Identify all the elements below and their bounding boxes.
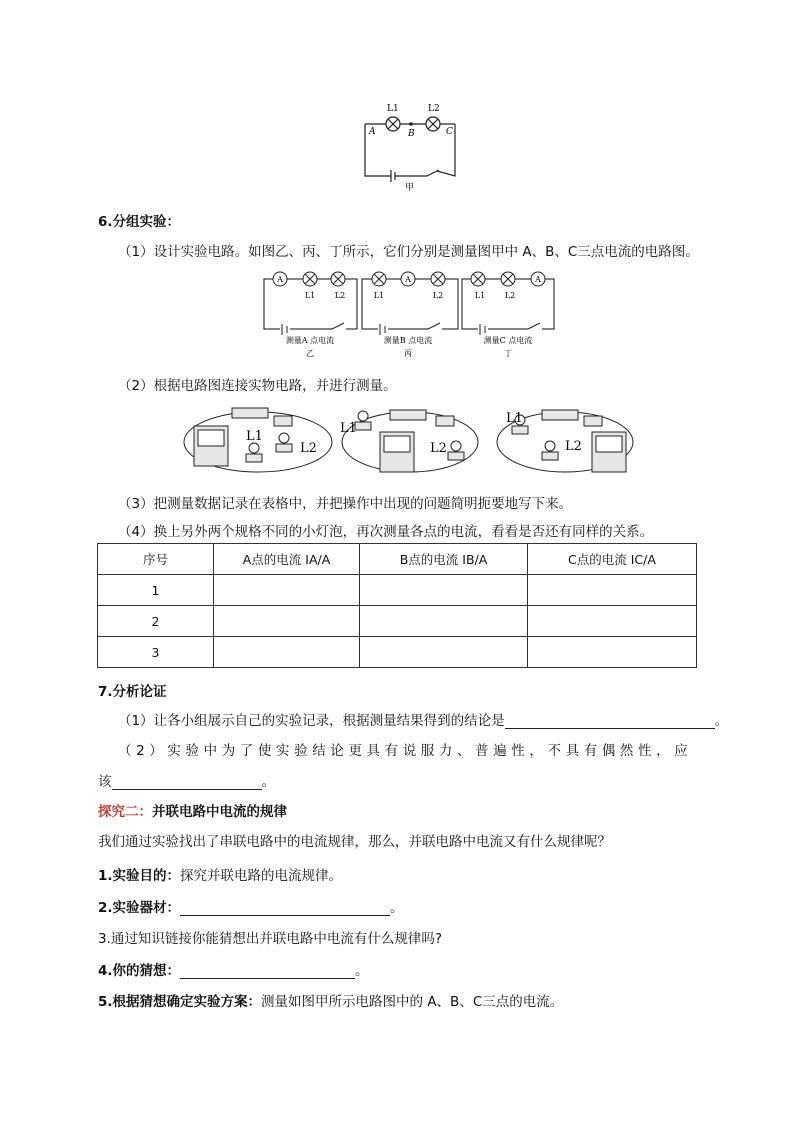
cell-ia[interactable] bbox=[214, 575, 360, 606]
measurement-table bbox=[97, 543, 697, 668]
section-7-item-2 bbox=[118, 739, 692, 759]
section-7-item-2-cont-text: 该 bbox=[98, 774, 112, 790]
guess-blank[interactable] bbox=[180, 964, 355, 979]
row-index: 1 bbox=[98, 575, 214, 606]
table-row bbox=[98, 637, 697, 668]
explore-2-title: 并联电路中电流的规律 bbox=[152, 804, 287, 820]
table-row bbox=[98, 575, 697, 606]
bing-caption: 测量B 点电流 bbox=[383, 336, 433, 345]
cell-ic[interactable] bbox=[528, 637, 697, 668]
cell-ic[interactable] bbox=[528, 575, 697, 606]
ammeter-bing: A bbox=[405, 275, 411, 284]
section-6-item-4: （4）换上另外两个规格不同的小灯泡，再次测量各点的电流，看看是否还有同样的关系。 bbox=[118, 524, 654, 540]
section-7-item-1-text: （1）让各小组展示自己的实验记录，根据测量结果得到的结论是 bbox=[118, 713, 505, 729]
header-index: 序号 bbox=[98, 544, 214, 575]
bing-l1: L1 bbox=[373, 291, 385, 300]
explore-2-question: 3.通过知识链接你能猜想出并联电路中电流有什么规律吗? bbox=[98, 931, 443, 947]
section-7-title: 7.分析论证 bbox=[98, 684, 167, 700]
illus1-l2: L2 bbox=[300, 441, 317, 456]
suggestion-blank[interactable] bbox=[112, 775, 262, 790]
illus1-l1: L1 bbox=[246, 429, 263, 444]
conclusion-blank[interactable] bbox=[505, 714, 715, 729]
cell-ib[interactable] bbox=[360, 606, 528, 637]
explore-2-purpose bbox=[98, 864, 342, 884]
explore-2-heading bbox=[98, 800, 287, 820]
explore-2-label: 探究二： bbox=[98, 804, 152, 820]
cell-ib[interactable] bbox=[360, 637, 528, 668]
illus3-l2: L2 bbox=[565, 439, 582, 454]
table-row bbox=[98, 606, 697, 637]
yi-l2: L2 bbox=[334, 291, 346, 300]
bing-label: 丙 bbox=[404, 349, 412, 358]
bing-l2: L2 bbox=[432, 291, 444, 300]
ammeter-yi: A bbox=[277, 275, 283, 284]
yi-label: 乙 bbox=[306, 349, 314, 358]
point-c-label: C bbox=[446, 127, 453, 137]
plan-text: 测量如图甲所示电路图中的 A、B、C三点的电流。 bbox=[261, 994, 564, 1010]
ammeter-ding: A bbox=[535, 275, 541, 284]
cell-ia[interactable] bbox=[214, 637, 360, 668]
cell-ib[interactable] bbox=[360, 575, 528, 606]
lamp-l2-label: L2 bbox=[428, 104, 440, 114]
ding-l2: L2 bbox=[504, 291, 516, 300]
guess-end: 。 bbox=[355, 963, 369, 979]
equipment-label: 2.实验器材： bbox=[98, 900, 181, 916]
header-ia: A点的电流 IA/A bbox=[214, 544, 360, 575]
yi-l1: L1 bbox=[304, 291, 316, 300]
figure-jia-caption: 甲 bbox=[405, 183, 415, 193]
explore-2-intro: 我们通过实验找出了串联电路中的电流规律，那么，并联电路中电流又有什么规律呢？ bbox=[98, 834, 611, 850]
equipment-blank[interactable] bbox=[180, 901, 390, 916]
section-7-item-2-cont bbox=[98, 770, 275, 790]
illus2-l1: L1 bbox=[340, 421, 357, 436]
section-7-item-2-end: 。 bbox=[261, 774, 275, 790]
explore-2-equipment bbox=[98, 896, 404, 916]
table-header-row bbox=[98, 544, 697, 575]
illus2-l2: L2 bbox=[430, 441, 447, 456]
equipment-end: 。 bbox=[390, 900, 404, 916]
point-a-label: A bbox=[369, 127, 376, 137]
section-6-item-3: （3）把测量数据记录在表格中，并把操作中出现的问题简明扼要地写下来。 bbox=[118, 496, 573, 512]
section-6-item-1: （1）设计实验电路。如图乙、丙、丁所示，它们分别是测量图甲中 A、B、C三点电流的电路图。 bbox=[118, 244, 699, 260]
ding-l1: L1 bbox=[474, 291, 486, 300]
figures-yi-bing-ding bbox=[258, 265, 558, 360]
illus3-l1: L1 bbox=[506, 411, 523, 426]
explore-2-plan bbox=[98, 990, 563, 1010]
yi-caption: 测量A 点电流 bbox=[285, 336, 335, 345]
guess-label: 4.你的猜想： bbox=[98, 963, 181, 979]
plan-label: 5.根据猜想确定实验方案： bbox=[98, 994, 262, 1010]
cell-ia[interactable] bbox=[214, 606, 360, 637]
row-index: 3 bbox=[98, 637, 214, 668]
purpose-text: 探究并联电路的电流规律。 bbox=[180, 868, 343, 884]
row-index: 2 bbox=[98, 606, 214, 637]
purpose-label: 1.实验目的： bbox=[98, 868, 181, 884]
header-ic: C点的电流 IC/A bbox=[528, 544, 697, 575]
section-7-item-1-end: 。 bbox=[714, 713, 729, 729]
ding-label: 丁 bbox=[504, 349, 512, 358]
section-6-item-2: （2）根据电路图连接实物电路，并进行测量。 bbox=[118, 378, 397, 394]
ding-caption: 测量C 点电流 bbox=[483, 336, 533, 345]
explore-2-guess bbox=[98, 959, 369, 979]
cell-ic[interactable] bbox=[528, 606, 697, 637]
lamp-l1-label: L1 bbox=[387, 104, 399, 114]
section-6-title: 6.分组实验： bbox=[98, 214, 181, 230]
header-ib: B点的电流 IB/A bbox=[360, 544, 528, 575]
physical-circuit-illustrations bbox=[180, 402, 640, 480]
section-7-item-2-text: （2）实验中为了使实验结论更具有说服力、普遍性，不具有偶然性，应 bbox=[118, 743, 693, 759]
section-7-item-1 bbox=[118, 709, 728, 729]
point-b-label: B bbox=[408, 129, 415, 139]
figure-jia-circuit bbox=[355, 98, 465, 193]
